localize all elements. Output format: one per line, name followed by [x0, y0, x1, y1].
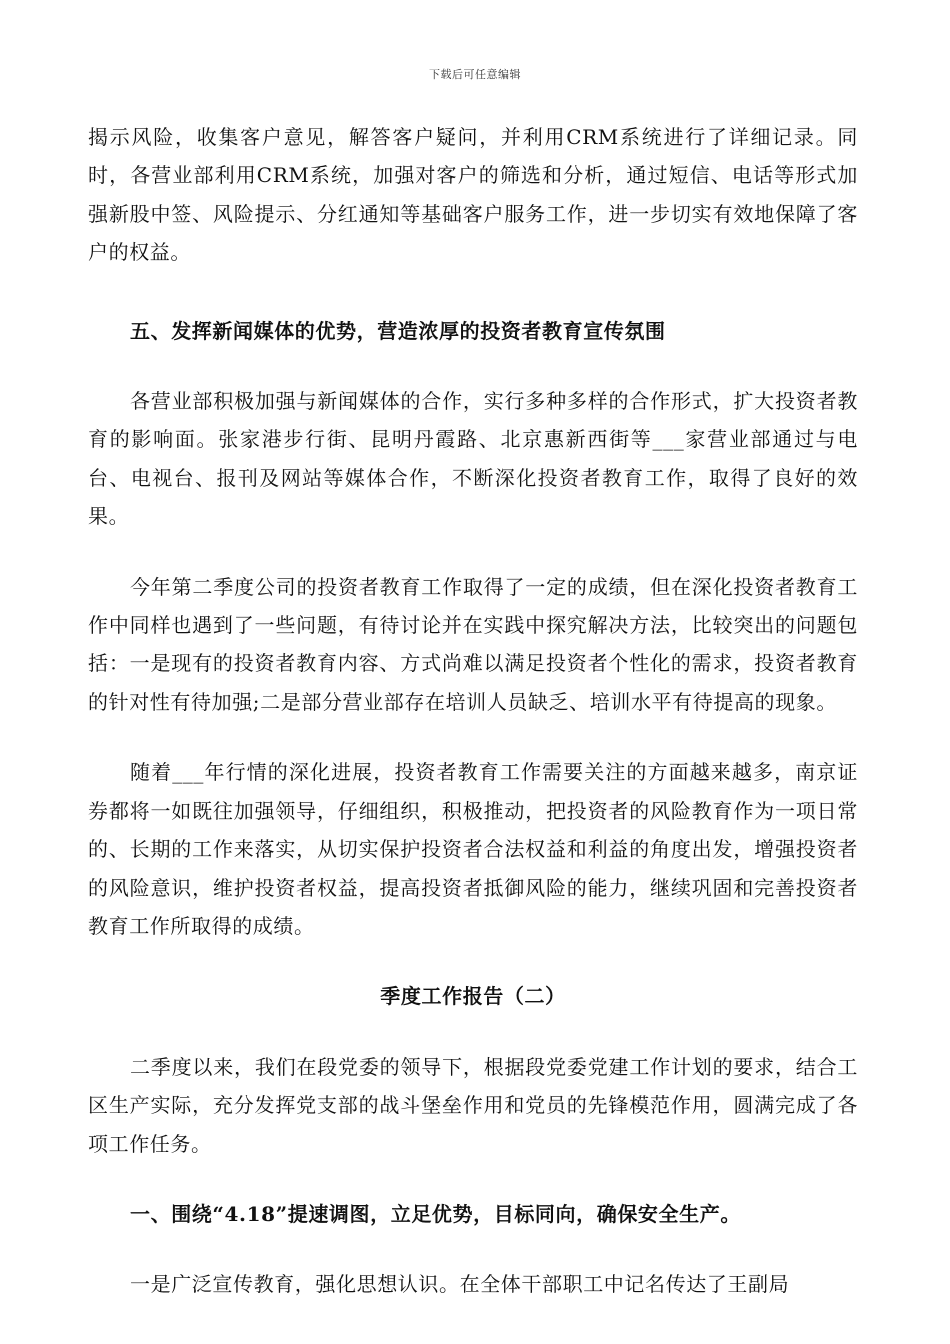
paragraph-publicity: 一是广泛宣传教育，强化思想认识。在全体干部职工中记名传达了王副局: [130, 1272, 790, 1297]
paragraph-problems: 今年第二季度公司的投资者教育工作取得了一定的成绩，但在深化投资者教育工作中同样也遇到了一些问题，有待讨论并在实践中探究解决方法，比较突出的问题包括：一是现有的投资者教育内容、方式尚难以满足投资者个性化的需求，投资者教育的针对性有待加强;二是部分营业部存在培训人员缺乏、培训水平有待提高的现象。: [88, 574, 858, 714]
page-header-note: 下载后可任意编辑: [429, 68, 521, 81]
paragraph-intro: 二季度以来，我们在段党委的领导下，根据段党委党建工作计划的要求，结合工区生产实际，充分发挥党支部的战斗堡垒作用和党员的先锋模范作用，圆满完成了各项工作任务。: [88, 1054, 858, 1156]
paragraph-crm-service: 揭示风险，收集客户意见，解答客户疑问，并利用CRM系统进行了详细记录。同时，各营业部利用CRM系统，加强对客户的筛选和分析，通过短信、电话等形式加强新股中签、风险提示、分红通知等基础客户服务工作，进一步切实有效地保障了客户的权益。: [88, 125, 858, 265]
section-heading-media: 五、发挥新闻媒体的优势，营造浓厚的投资者教育宣传氛围: [130, 318, 666, 343]
paragraph-media-cooperation: 各营业部积极加强与新闻媒体的合作，实行多种多样的合作形式，扩大投资者教育的影响面。张家港步行街、昆明丹霞路、北京惠新西街等___家营业部通过与电台、电视台、报刊及网站等媒体合作，不断深化投资者教育工作，取得了良好的效果。: [88, 389, 858, 529]
paragraph-outlook: 随着___年行情的深化进展，投资者教育工作需要关注的方面越来越多，南京证券都将一如既往加强领导，仔细组织，积极推动，把投资者的风险教育作为一项日常的、长期的工作来落实，从切实保护投资者合法权益和利益的角度出发，增强投资者的风险意识，维护投资者权益，提高投资者抵御风险的能力，继续巩固和完善投资者教育工作所取得的成绩。: [88, 760, 858, 938]
document-body: [88, 118, 858, 1304]
section-heading-safety: 一、围绕“4.18”提速调图，立足优势，目标同向，确保安全生产。: [130, 1201, 741, 1226]
report-title: 季度工作报告（二）: [380, 984, 566, 1009]
